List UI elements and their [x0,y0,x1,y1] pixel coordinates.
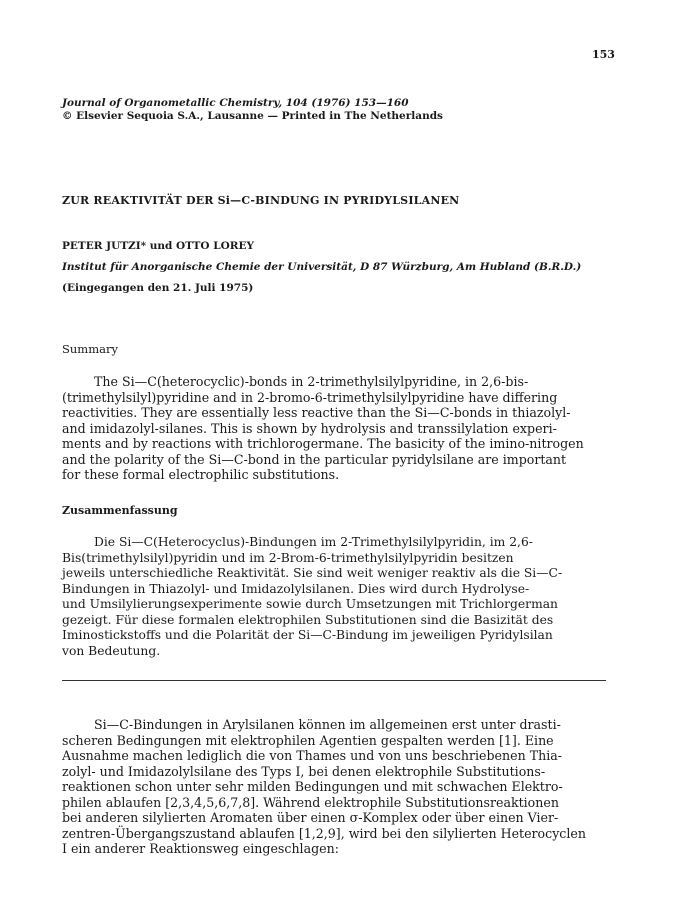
journal-citation: Journal of Organometallic Chemistry, 104 (1976) 153—160 [62,97,409,109]
body-line: Ausnahme machen lediglich die von Thames und von uns beschriebenen Thia- [62,748,562,763]
section-divider [62,680,606,681]
received-date: (Eingegangen den 21. Juli 1975) [62,282,254,294]
body-line: Si—C-Bindungen in Arylsilanen können im allgemeinen erst unter drasti- [94,717,561,732]
article-title: ZUR REAKTIVITÄT DER Si—C-BINDUNG IN PYRIDYLSILANEN [62,194,460,207]
summary-paragraph [62,374,622,483]
zusammenfassung-line: gezeigt. Für diese formalen elektrophilen Substitutionen sind die Basizität des [62,612,554,627]
summary-line: and the polarity of the Si—C-bond in the particular pyridylsilane are important [62,451,567,467]
zusammenfassung-line: Bindungen in Thiazolyl- und Imidazolylsilanen. Dies wird durch Hydrolyse- [62,581,530,596]
summary-line: (trimethylsilyl)pyridine and in 2-bromo-6-trimethylsilylpyridine have differing [62,389,558,405]
zusammenfassung-line: Iminostickstoffs und die Polarität der Si—C-Bindung im jeweiligen Pyridylsilan [62,628,553,642]
summary-line: and imidazolyl-silanes. This is shown by hydrolysis and transsilylation experi- [62,420,557,436]
summary-heading: Summary [62,342,118,356]
zusammenfassung-line: und Umsilylierungsexperimente sowie durch Umsetzungen mit Trichlorgerman [62,597,558,611]
summary-line: for these formal electrophilic substitutions. [62,467,340,482]
journal-publisher: © Elsevier Sequoia S.A., Lausanne — Printed in The Netherlands [62,110,443,122]
body-line: bei anderen silylierten Aromaten über einen σ-Komplex oder über einen Vier- [62,810,559,825]
zusammenfassung-line: jeweils unterschiedliche Reaktivität. Sie sind weit weniger reaktiv als die Si—C- [62,566,563,580]
zusammenfassung-heading: Zusammenfassung [62,504,178,517]
summary-line: The Si—C(heterocyclic)-bonds in 2-trimethylsilylpyridine, in 2,6-bis- [94,374,529,389]
summary-line: ments and by reactions with trichlorogermane. The basicity of the imino-nitrogen [62,436,584,451]
zusammenfassung-paragraph [62,535,622,659]
zusammenfassung-line: Bis(trimethylsilyl)pyridin und im 2-Brom-6-trimethylsilylpyridin besitzen [62,550,514,565]
article-affiliation: Institut für Anorganische Chemie der Universität, D 87 Würzburg, Am Hubland (B.R.D.) [62,261,582,273]
journal-header [62,97,443,123]
body-paragraph [62,717,622,857]
zusammenfassung-line: Die Si—C(Heterocyclus)-Bindungen im 2-Trimethylsilylpyridin, im 2,6- [94,535,533,549]
summary-line: reactivities. They are essentially less reactive than the Si—C-bonds in thiazolyl- [62,405,571,420]
body-line: reaktionen schon unter sehr milden Bedingungen und mit schwachen Elektro- [62,779,563,794]
page-number: 153 [592,48,615,61]
article-authors: PETER JUTZI* und OTTO LOREY [62,240,254,252]
body-line: I ein anderer Reaktionsweg eingeschlagen: [62,841,339,856]
body-line: scheren Bedingungen mit elektrophilen Agentien gespalten werden [1]. Eine [62,732,554,748]
zusammenfassung-line: von Bedeutung. [62,643,161,658]
body-line: zentren-Übergangszustand ablaufen [1,2,9], wird bei den silylierten Heterocyclen [62,825,586,841]
body-line: zolyl- und Imidazolylsilane des Typs I, bei denen elektrophile Substitutions- [62,763,546,779]
body-line: philen ablaufen [2,3,4,5,6,7,8]. Während elektrophile Substitutionsreaktionen [62,794,559,810]
